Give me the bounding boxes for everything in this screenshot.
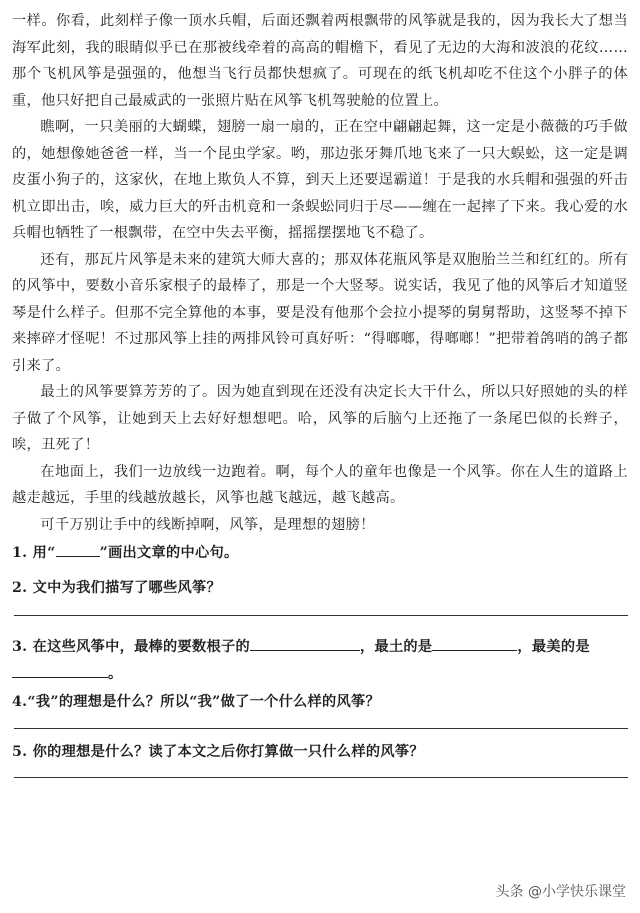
question-3-blank-best[interactable] <box>250 634 360 651</box>
question-3-blank-prettiest[interactable] <box>12 661 108 678</box>
passage-paragraph-4: 最土的风筝要算芳芳的了。因为她直到现在还没有决定长大干什么，所以只好照她的头的样子做了个风筝，让她到天上去好好想想吧。哈，风筝的后脑勺上还拖了一条尾巴似的长辫子，唉，丑死了！ <box>12 384 628 453</box>
passage-paragraph-3: 还有，那瓦片风筝是未来的建筑大师大喜的；那双体花瓶风筝是双胞胎兰兰和红红的。所有的风筝中，要数小音乐家根子的最棒了，那是一个大竖琴。说实话，我见了他的风筝后才知道竖琴是什么样子。但那不完全算他的本事，要是没有他那个会拉小提琴的舅舅帮助，这竖琴不掉下来摔碎才怪呢！不过那风筝上挂的两排风铃可真好听：“得啷啷，得啷啷！”把带着鸽哨的鸽子都引来了。 <box>12 251 628 374</box>
question-2: 2. 文中为我们描写了哪些风筝？ <box>12 579 221 596</box>
question-4-answer-line[interactable] <box>14 728 628 729</box>
question-4: 4.“我”的理想是什么？所以“我”做了一个什么样的风筝？ <box>12 694 380 710</box>
question-3 <box>12 634 628 687</box>
question-1 <box>12 540 628 567</box>
passage-paragraph-5: 在地面上，我们一边放线一边跑着。啊，每个人的童年也像是一个风筝。你在人生的道路上越走越远，手里的线越放越长，风筝也越飞越远，越飞越高。 <box>12 463 628 506</box>
question-1-suffix: ”画出文章的中心句。 <box>99 545 239 561</box>
passage-paragraph-1: 一样。你看，此刻样子像一顶水兵帽，后面还飘着两根飘带的风筝就是我的，因为我长大了想当海军此刻，我的眼睛似乎已在那被线牵着的高高的帽檐下，看见了无边的大海和波浪的花纹……那个飞机风筝是强强的，他想当飞行员都快想疯了。可现在的纸飞机却吃不住这个小胖子的体重，他只好把自己最威武的一张照片贴在风筝飞机驾驶舱的位置上。 <box>12 13 628 109</box>
question-3-part-d: 。 <box>108 665 123 682</box>
question-2-answer-line[interactable] <box>14 615 628 616</box>
question-3-blank-plainest[interactable] <box>432 634 517 651</box>
question-3-part-b: ，最土的是 <box>359 639 433 655</box>
question-3-part-a: 3. 在这些风筝中，最棒的要数根子的 <box>12 639 250 655</box>
passage-paragraph-2: 瞧啊，一只美丽的大蝴蝶，翅膀一扇一扇的，正在空中翩翩起舞，这一定是小薇薇的巧手做的，她想像她爸爸一样，当一个昆虫学家。哟，那边张牙舞爪地飞来了一只大蜈蚣，这一定是调皮蛋小狗子的，这家伙，在地上欺负人不算，到天上还要逞霸道！于是我的水兵帽和强强的歼击机立即出击，唉，威力巨大的歼击机竟和一条蜈蚣同归于尽——缠在一起摔了下来。我心爱的水兵帽也牺牲了一根飘带，在空中失去平衡，摇摇摆摆地飞不稳了。 <box>12 119 628 241</box>
question-3-part-c: ，最美的是 <box>517 639 590 655</box>
watermark-text: 头条 @小学快乐课堂 <box>495 884 626 900</box>
question-5: 5. 你的理想是什么？读了本文之后你打算做一只什么样的风筝？ <box>12 743 424 760</box>
question-5-answer-line[interactable] <box>14 777 628 778</box>
question-1-prefix: 1. 用“ <box>12 545 56 561</box>
passage-paragraph-6: 可千万别让手中的线断掉啊，风筝，是理想的翅膀！ <box>40 516 375 533</box>
question-1-blank[interactable] <box>56 540 100 557</box>
